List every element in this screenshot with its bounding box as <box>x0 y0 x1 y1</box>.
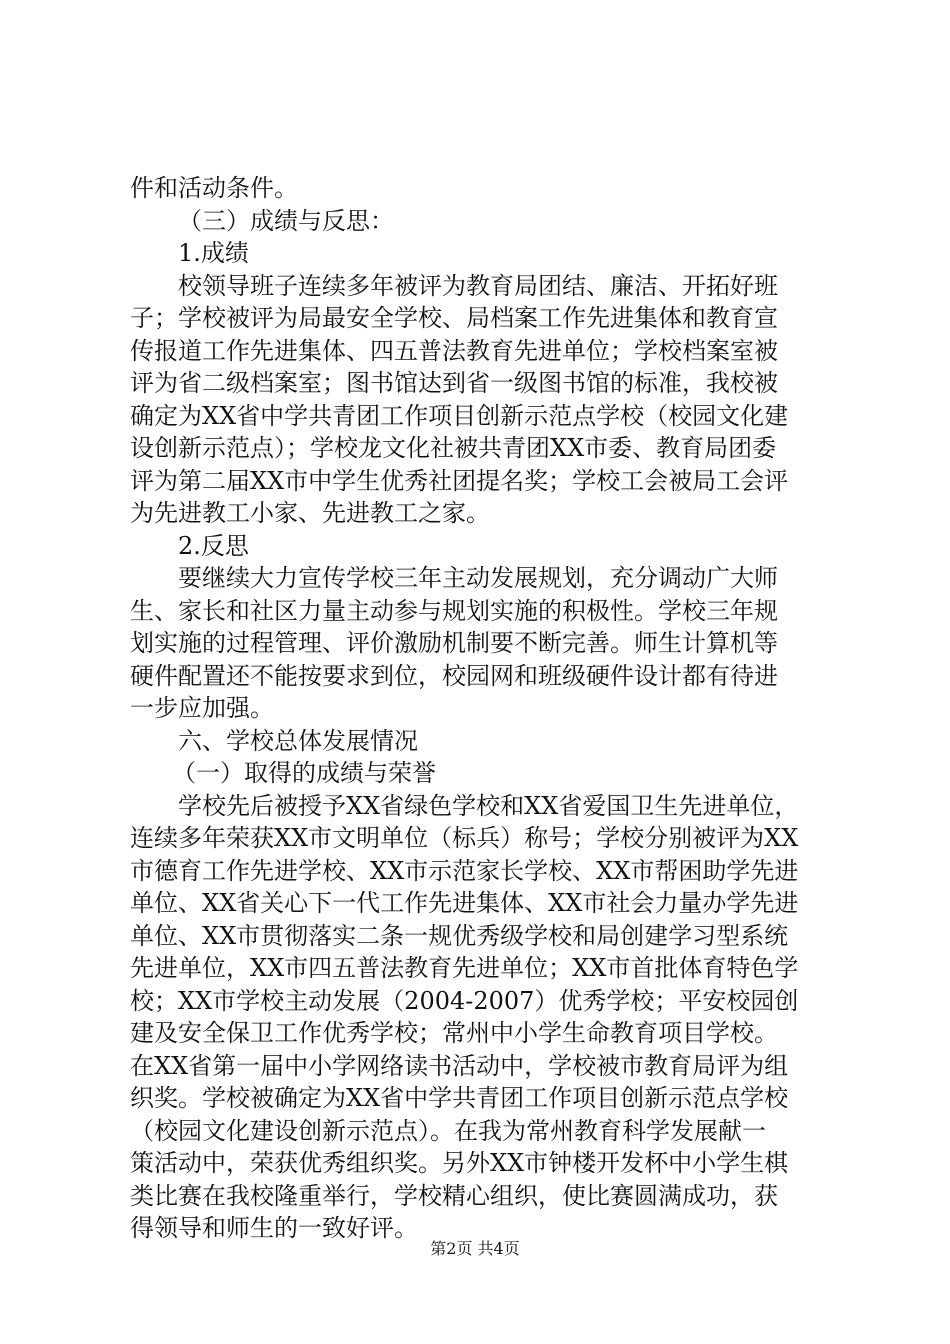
text-line: 件和活动条件。 <box>130 174 298 202</box>
page-number-footer: 第2页 共4页 <box>430 1239 520 1258</box>
text-line: 学校先后被授予XX省绿色学校和XX省爱国卫生先进单位， <box>178 791 799 820</box>
text-line: 先进单位，XX市四五普法教育先进单位；XX市首批体育特色学 <box>130 954 799 982</box>
text-line: 传报道工作先进集体、四五普法教育先进单位；学校档案室被 <box>130 336 778 365</box>
text-line: 一步应加强。 <box>130 694 274 722</box>
text-line: 连续多年荣获XX市文明单位（标兵）称号；学校分别被评为XX <box>130 824 799 852</box>
subsection-heading: 1.成绩 <box>178 239 249 267</box>
text-line: 校；XX市学校主动发展（2004-2007）优秀学校；平安校园创 <box>130 986 799 1015</box>
text-line: 市德育工作先进学校、XX市示范家长学校、XX市帮困助学先进 <box>130 856 799 885</box>
text-line: 为先进教工小家、先进教工之家。 <box>130 499 490 527</box>
section-heading: （一）取得的成绩与荣誉 <box>172 759 436 787</box>
text-line: 类比赛在我校隆重举行，学校精心组织，使比赛圆满成功，获 <box>130 1181 778 1210</box>
text-line: 子；学校被评为局最安全学校、局档案工作先进集体和教育宣 <box>130 304 778 332</box>
text-line: 得领导和师生的一致好评。 <box>130 1214 418 1242</box>
text-line: 织奖。学校被确定为XX省中学共青团工作项目创新示范点学校 <box>130 1084 789 1112</box>
text-line: 要继续大力宣传学校三年主动发展规划，充分调动广大师 <box>178 564 778 592</box>
text-line: 生、家长和社区力量主动参与规划实施的积极性。学校三年规 <box>130 596 778 625</box>
text-line: 单位、XX省关心下一代工作先进集体、XX市社会力量办学先进 <box>130 889 799 917</box>
section-heading: （三）成绩与反思： <box>178 206 394 235</box>
text-line: 建及安全保卫工作优秀学校；常州中小学生命教育项目学校。 <box>130 1019 778 1047</box>
document-body <box>130 172 830 1245</box>
text-line: 设创新示范点）；学校龙文化社被共青团XX市委、教育局团委 <box>130 434 777 462</box>
text-line: 评为第二届XX市中学生优秀社团提名奖；学校工会被局工会评 <box>130 466 789 495</box>
section-heading: 六、学校总体发展情况 <box>178 726 418 755</box>
text-line: 在XX省第一届中小学网络读书活动中，学校被市教育局评为组 <box>130 1051 789 1080</box>
text-line: 硬件配置还不能按要求到位，校园网和班级硬件设计都有待进 <box>130 661 778 690</box>
text-line: 单位、XX市贯彻落实二条一规优秀级学校和局创建学习型系统 <box>130 921 789 950</box>
text-line: （校园文化建设创新示范点）。在我为常州教育科学发展献一 <box>130 1116 766 1145</box>
text-line: 划实施的过程管理、评价激励机制要不断完善。师生计算机等 <box>130 629 778 657</box>
text-line: 确定为XX省中学共青团工作项目创新示范点学校（校园文化建 <box>130 401 789 430</box>
subsection-heading: 2.反思 <box>178 531 249 560</box>
text-line: 校领导班子连续多年被评为教育局团结、廉洁、开拓好班 <box>178 271 778 300</box>
text-line: 策活动中，荣获优秀组织奖。另外XX市钟楼开发杯中小学生棋 <box>130 1149 789 1177</box>
text-line: 评为省二级档案室；图书馆达到省一级图书馆的标准，我校被 <box>130 369 778 397</box>
